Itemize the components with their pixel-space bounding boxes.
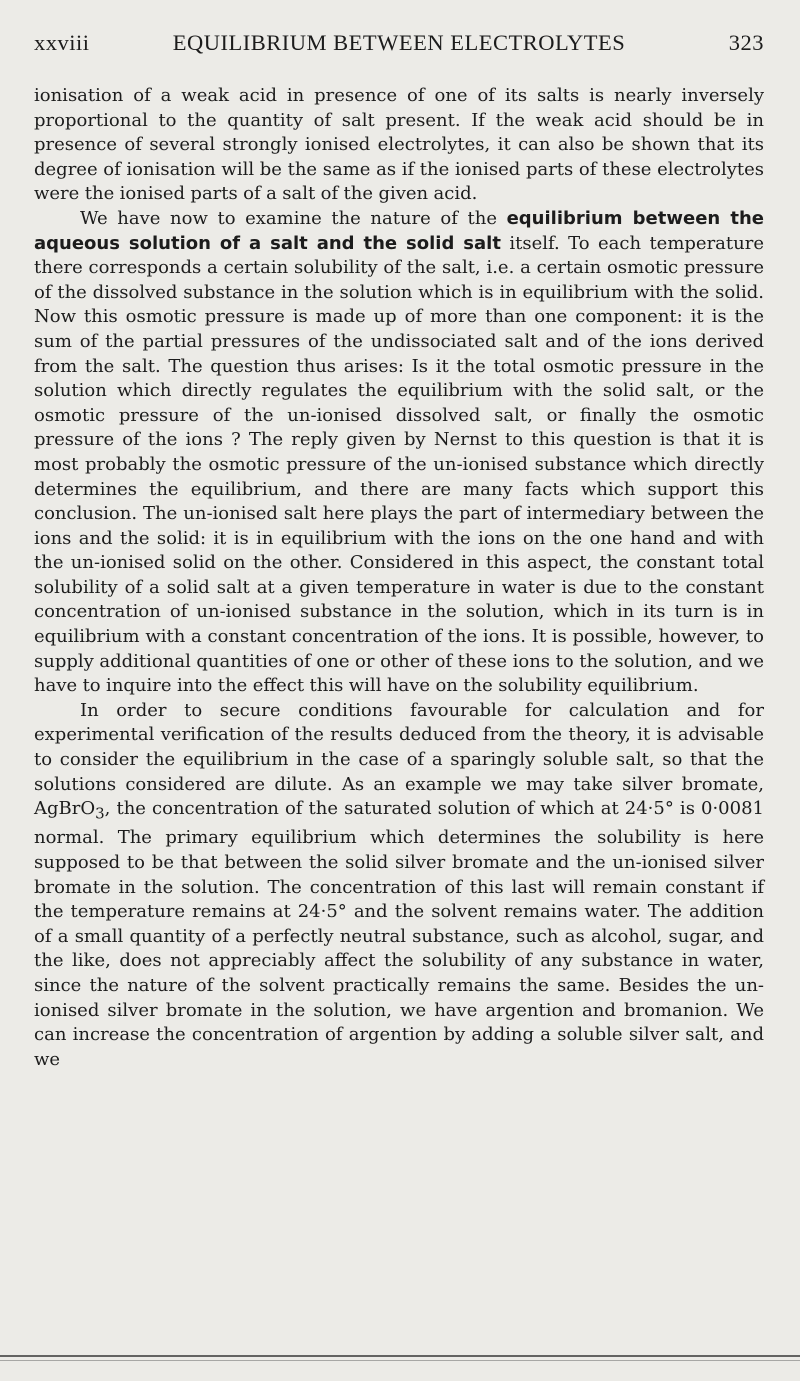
paragraph-1-text: ionisation of a weak acid in presence of one of its salts is nearly inversely proportional to the quantity of salt present. If the weak acid should be in presence of several strongly ionised electrolytes, it can also be shown that its degree of ionisation will be the same as if the ionised parts of these electrolytes were the ionised parts of a salt of the given acid. [34,85,764,205]
running-title: EQUILIBRIUM BETWEEN ELECTROLYTES [172,30,626,55]
paragraph-3-rest: , the concentration of the saturated solution of which at 24·5° is 0·0081 normal. The primary equilibrium which determines the solubility is here supposed to be that between the solid silver bromate and the un-ionised silver bromate in the solution. The concentration of this last will remain constant if the temperature remains at 24·5° and the solvent remains water. The addition of a small quantity of a perfectly neutral substance, such as alcohol, sugar, and the like, does not appreciably affect the solubility of any substance in water, since the nature of the solvent practically remains the same. Besides the un-ionised silver bromate in the solution, we have argention and bromanion. We can increase the concentration of argention by adding a soluble silver salt, and we [34,798,764,1070]
paragraph-3-lead: In order to secure conditions favourable for calculation and for experimental verification of the results deduced from the theory, it is advisable to consider the equilibrium in the case of a sparingly soluble salt, so that the solutions considered are dilute. As an example we may take silver bromate, [34,699,764,795]
page-number: 323 [728,30,764,55]
page-bottom-edge-shadow [0,1360,800,1361]
paragraph-3 [34,699,764,1073]
body-text [34,84,764,1072]
paragraph-1 [34,84,764,207]
formula-subscript: 3 [95,804,105,823]
chapter-number: xxviii [34,30,90,55]
paragraph-2 [34,207,764,699]
formula-main: AgBrO [34,798,96,820]
paragraph-2-rest: itself. To each temperature there corresponds a certain solubility of the salt, i.e. a certain osmotic pressure of the dissolved substance in the solution which is in equilibrium with the solid. Now this osmotic pressure is made up of more than one component: it is the sum of the partial pressures of the undissociated salt and of the ions derived from the salt. The question thus arises: Is it the total osmotic pressure in the solution which directly regulates the equilibrium with the solid salt, or the osmotic pressure of the un-ionised dissolved salt, or finally the osmotic pressure of the ions ? The reply given by Nernst to this question is that it is most probably the osmotic pressure of the un-ionised substance which directly determines the equilibrium, and there are many facts which support this conclusion. The un-ionised salt here plays the part of intermediary between the ions and the solid: it is in equilibrium with the ions on the one hand and with the un-ionised solid on the other. Considered in this aspect, the constant total solubility of a solid salt at a given temperature in water is due to the constant concentration of un-ionised substance in the solution, which in its turn is in equilibrium with a constant concentration of the ions. It is possible, however, to supply additional quantities of one or other of these ions to the solution, and we have to inquire into the effect this will have on the solubility equilibrium. [34,232,764,697]
page-header [34,30,764,62]
section-heading: equilibrium between the aqueous solution of a salt and the solid salt [34,207,764,254]
paragraph-2-lead: We have now to examine the nature of the [80,207,507,229]
page-bottom-edge [0,1355,800,1357]
chemical-formula [34,798,105,823]
